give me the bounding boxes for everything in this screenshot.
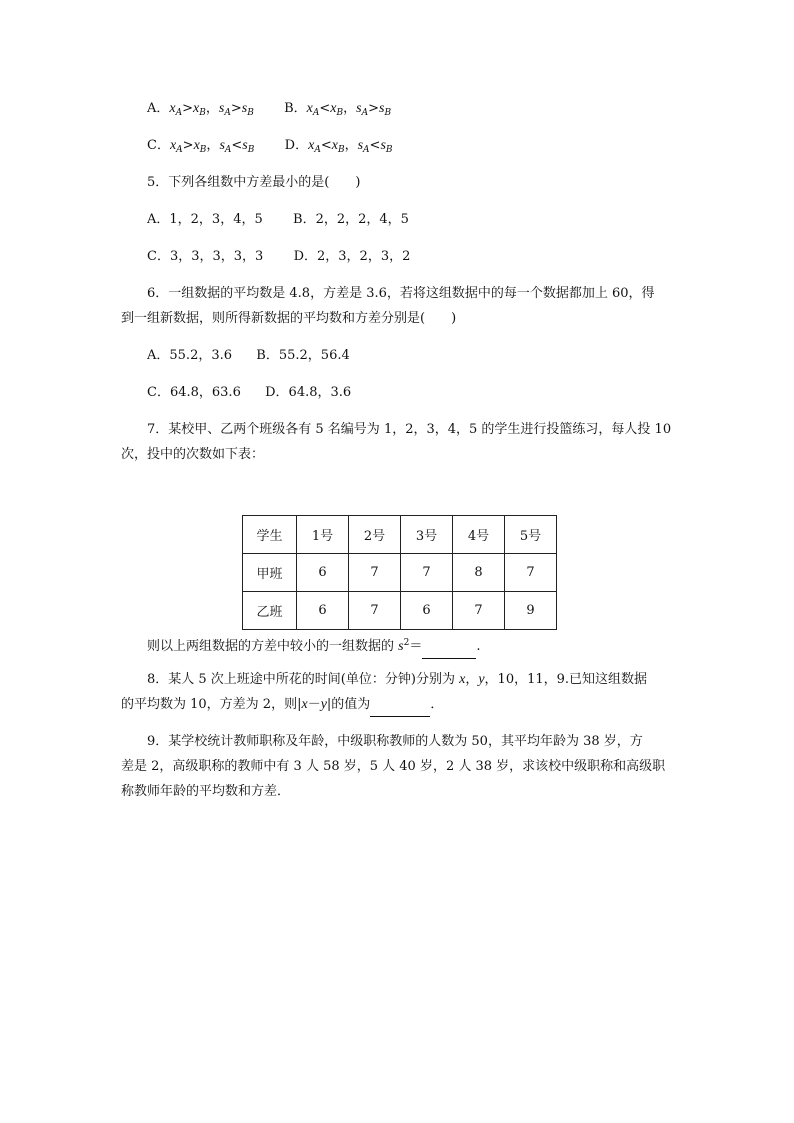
table-cell: 6 <box>297 554 349 592</box>
table-cell: 9 <box>505 592 557 630</box>
q9-stem-line-1: 9．某学校统计教师职称及年龄，中级职称教师的人数为 50，其平均年龄为 38 岁，方 <box>147 734 643 749</box>
q9-stem-line-2: 差是 2，高级职称的教师中有 3 人 58 岁，5 人 40 岁，2 人 38 岁，求该校中级职称和高级职 <box>121 759 666 774</box>
q6-option-b: B．55.2，56.4 <box>256 348 350 363</box>
q6-options-row-2 <box>147 384 351 402</box>
q6-option-d: D．64.8，3.6 <box>265 385 352 400</box>
table-header-cell: 2号 <box>349 516 401 554</box>
q5-option-b: B．2，2，2，4，5 <box>293 212 409 227</box>
q5-options-row-1 <box>147 211 409 229</box>
answer-blank[interactable] <box>422 640 476 659</box>
table-header-cell: 学生 <box>243 516 297 554</box>
q4-options-row-1 <box>147 100 391 122</box>
table-cell: 7 <box>453 592 505 630</box>
q8-stem-line-2: 的平均数为 10，方差为 2，则|x－y|的值为 ． <box>121 696 443 717</box>
answer-blank[interactable] <box>370 698 430 717</box>
q5-stem: 5．下列各组数中方差最小的是( ) <box>147 175 361 190</box>
table-row <box>243 554 557 592</box>
table-header-cell: 3号 <box>401 516 453 554</box>
table-cell: 6 <box>297 592 349 630</box>
q5-option-a: A．1，2，3，4，5 <box>147 212 263 227</box>
q7-stem-line-2: 次，投中的次数如下表： <box>121 447 265 462</box>
table-cell: 7 <box>401 554 453 592</box>
q6-options-row-1 <box>147 347 350 365</box>
table-row <box>243 592 557 630</box>
q6-option-a: A．55.2，3.6 <box>147 348 233 363</box>
q4-options-row-2 <box>147 137 393 159</box>
q5-option-d: D．2，3，2，3，2 <box>293 249 411 264</box>
shooting-score-table <box>242 515 557 630</box>
q8-stem-line-1: 8．某人 5 次上班途中所花的时间(单位：分钟)分别为 x，y，10，11，9.已知这组数据 <box>147 672 648 687</box>
table-row-label: 甲班 <box>243 554 297 592</box>
q5-options-row-2 <box>147 248 410 266</box>
table-cell: 7 <box>505 554 557 592</box>
q6-stem-line-2: 到一组新数据，则所得新数据的平均数和方差分别是( ) <box>121 311 457 326</box>
q9-stem-line-3: 称教师年龄的平均数和方差． <box>121 784 291 799</box>
table-cell: 6 <box>401 592 453 630</box>
q4-option-d: D．$x_A<x_B$，$s_A<s_B$ <box>284 138 393 155</box>
table-header-cell: 4号 <box>453 516 505 554</box>
q7-stem-line-1: 7．某校甲、乙两个班级各有 5 名编号为 1，2，3，4，5 的学生进行投篮练习，每人投 10 <box>147 422 672 437</box>
table-cell: 7 <box>349 554 401 592</box>
table-header-cell: 5号 <box>505 516 557 554</box>
q6-stem-line-1: 6．一组数据的平均数是 4.8，方差是 3.6，若将这组数据中的每一个数据都加上 60，得 <box>147 286 655 301</box>
q5-option-c: C．3，3，3，3，3 <box>147 249 264 264</box>
q4-option-a: A．$x_A>x_B$，$s_A>s_B$ <box>147 101 254 118</box>
table-cell: 8 <box>453 554 505 592</box>
q7-answer-line: 则以上两组数据的方差中较小的一组数据的 $s^2=$ . <box>147 634 480 659</box>
table-header-cell: 1号 <box>297 516 349 554</box>
q4-option-c: C．$x_A>x_B$，$s_A<s_B$ <box>147 138 255 155</box>
table-header-row <box>243 516 557 554</box>
table-cell: 7 <box>349 592 401 630</box>
q6-option-c: C．64.8，63.6 <box>147 385 241 400</box>
table-row-label: 乙班 <box>243 592 297 630</box>
q4-option-b: B．$x_A<x_B$，$s_A>s_B$ <box>284 101 392 118</box>
